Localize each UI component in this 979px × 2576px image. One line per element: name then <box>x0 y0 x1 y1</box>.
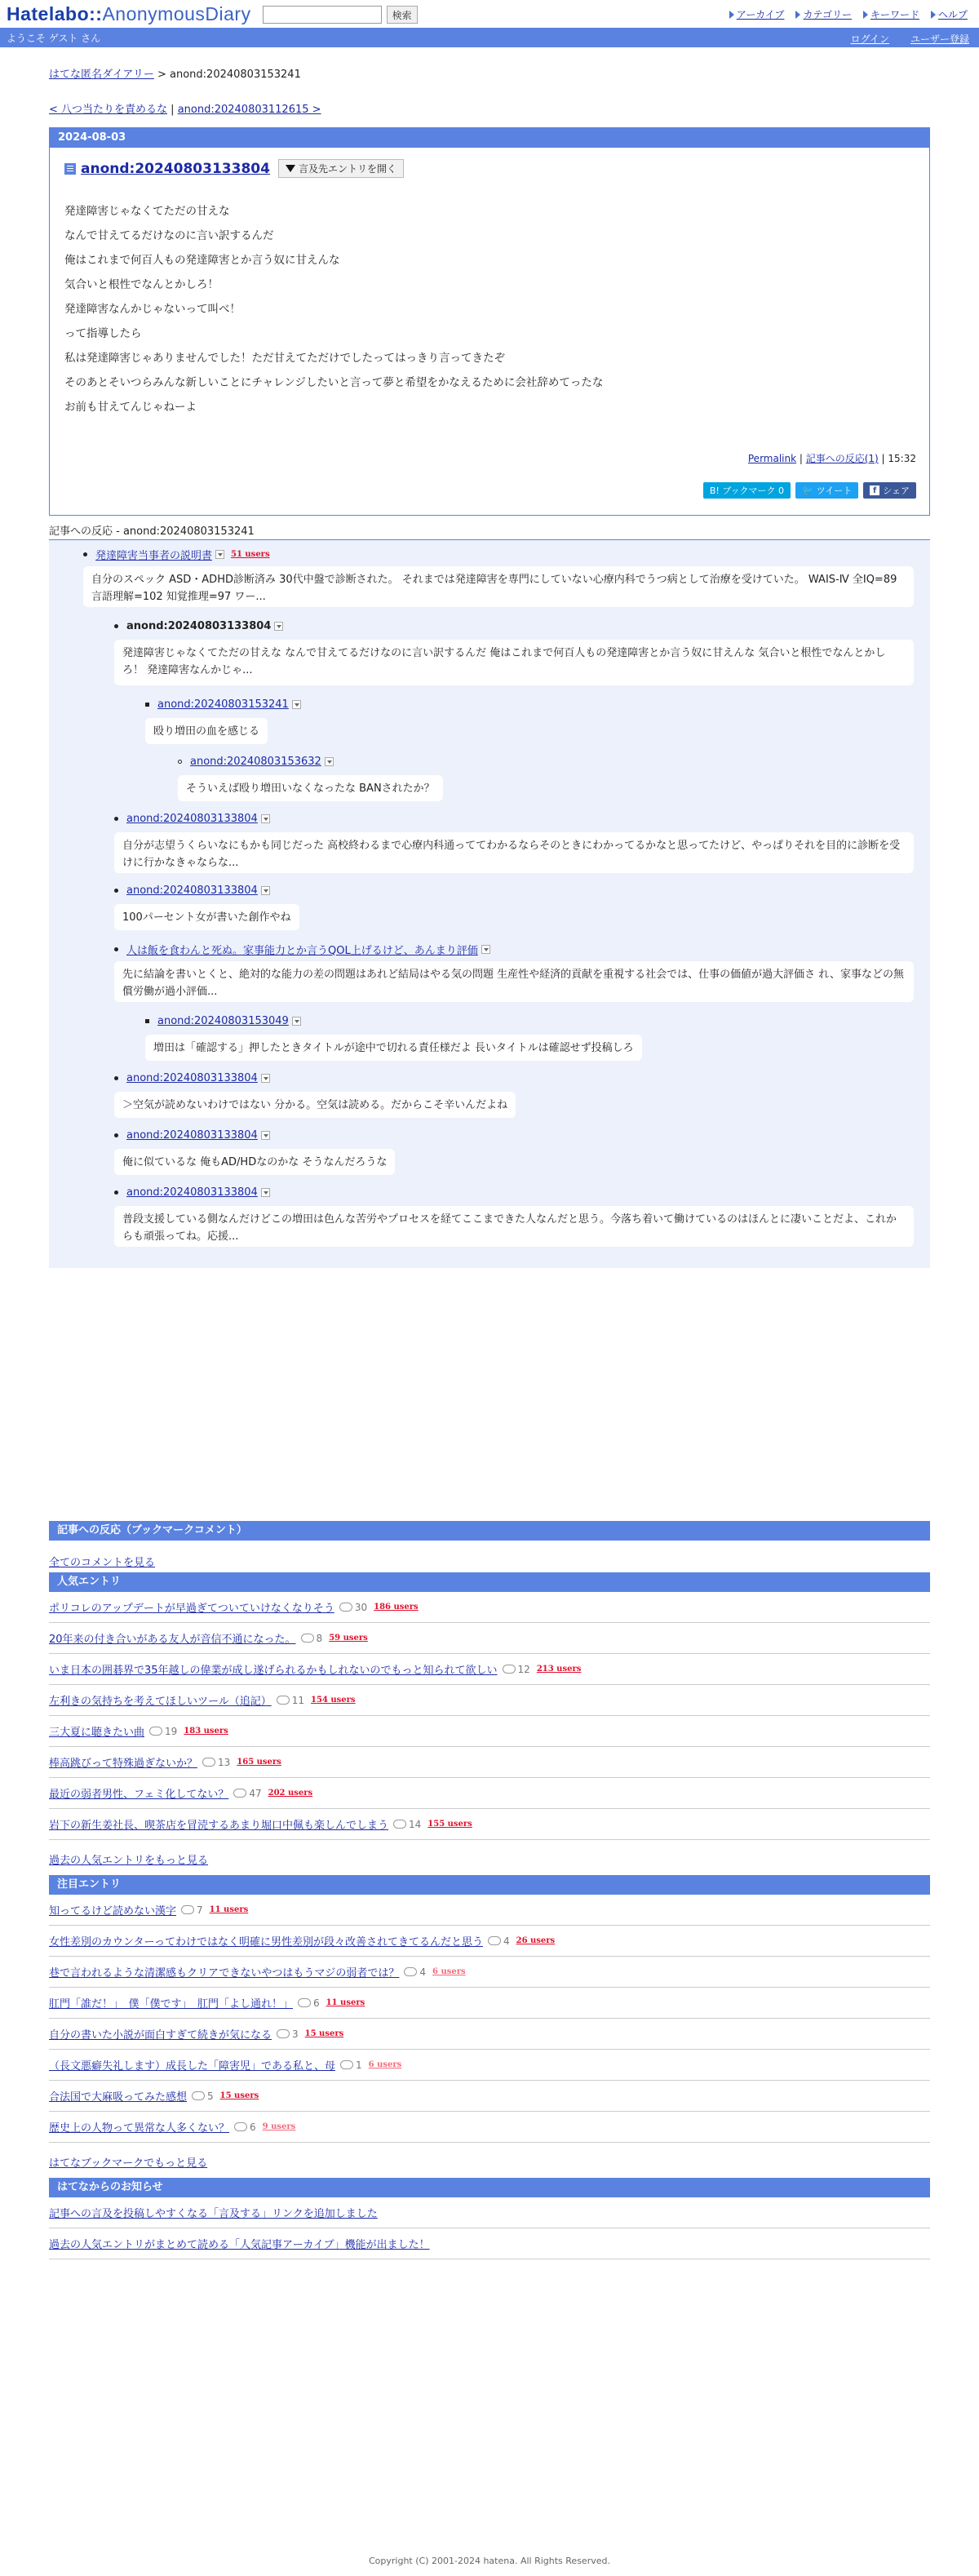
bullet-icon <box>114 624 118 628</box>
popular-entry-row <box>49 1747 930 1778</box>
users-count[interactable]: 11 users <box>326 1998 365 2007</box>
featured-entry-row <box>49 1957 930 1988</box>
entry-text: 発達障害じゃなくてただの甘えな なんで甘えてるだけなのに言い訳するんだ 俺はこれまで何百人もの発達障害とか言う奴に甘えんな 気合いと根性でなんとかしろ！ 発達障害なんかじゃないって叫べ！ って指導したら 私は発達障害じゃありませんでした！ただ甘えてただけでしたってはっきり言ってきたぞ そのあとそいつらみんな新しいことにチャレンジしたいと言って夢と希望をかなえるために会社辞めてったな お前も甘えてんじゃねーよ <box>64 205 604 414</box>
entry-link[interactable]: 最近の弱者男性、フェミ化してない？ <box>49 1789 229 1801</box>
comment-bubble-icon <box>503 1665 516 1674</box>
comment-count[interactable]: 6 <box>234 2122 256 2133</box>
popular-entry-row <box>49 1809 930 1840</box>
triangle-right-icon <box>795 11 800 19</box>
bullet-icon <box>83 552 87 556</box>
entry-link[interactable]: いま日本の囲碁界で35年越しの偉業が成し遂げられるかもしれないのでもっと知られて欲しい <box>49 1665 498 1677</box>
reaction-node <box>145 1015 301 1027</box>
bookmark-comments-heading: 記事への反応（ブックマークコメント） <box>49 1521 930 1541</box>
next-entry-link[interactable]: anond:20240803112615 > <box>177 104 321 116</box>
expand-icon[interactable] <box>325 757 334 766</box>
reaction-excerpt: 普段支援している側なんだけどこの増田は色んな苦労やプロセスを経てここまできた人なんだと思う。今落ち着いて働けているのはほんとに凄いことだよ、これからも頑張ってね。応援... <box>114 1206 914 1247</box>
entry-box <box>49 127 930 516</box>
prev-next-nav: < 八つ当たりを責めるな | anond:20240803112615 > <box>49 104 321 116</box>
reaction-title[interactable]: anond:20240803133804 <box>126 1186 258 1199</box>
nav-archive[interactable]: アーカイブ <box>729 7 785 21</box>
entry-link[interactable]: 棒高跳びって特殊過ぎないか？ <box>49 1758 198 1770</box>
triangle-right-icon <box>863 11 868 19</box>
tweet-button[interactable]: 🐦 ツイート <box>795 482 858 499</box>
comment-bubble-icon <box>277 2029 290 2038</box>
top-nav <box>729 7 968 21</box>
open-mention-button[interactable]: 言及先エントリを開く <box>278 159 404 178</box>
entry-link[interactable]: 巷で言われるような清潔感もクリアできないやつはもうマジの弱者では？ <box>49 1967 400 1980</box>
comment-bubble-icon <box>149 1727 162 1736</box>
users-count[interactable]: 59 users <box>329 1634 368 1643</box>
expand-icon[interactable] <box>292 700 301 709</box>
featured-entry-row <box>49 1926 930 1957</box>
users-count[interactable]: 186 users <box>374 1603 419 1612</box>
comment-count[interactable]: 30 <box>339 1602 367 1613</box>
news-item: 過去の人気エントリがまとめて読める「人気記事アーカイブ」機能が出ました！ <box>49 2228 930 2259</box>
users-count[interactable]: 154 users <box>311 1696 356 1705</box>
entry-link[interactable]: 歴史上の人物って異常な人多くない？ <box>49 2122 230 2135</box>
users-count[interactable]: 6 users <box>432 1967 466 1976</box>
reaction-node <box>114 1072 270 1084</box>
reaction-node <box>114 620 283 632</box>
entry-link[interactable]: 20年来の付き合いがある友人が音信不通になった。 <box>49 1634 296 1646</box>
breadcrumb-current: anond:20240803153241 <box>170 69 301 81</box>
hatena-bookmark-button[interactable]: B! ブックマーク 0 <box>703 482 791 499</box>
reaction-node <box>114 1186 270 1199</box>
users-count[interactable]: 6 users <box>368 2060 402 2069</box>
permalink[interactable]: Permalink <box>747 453 797 464</box>
featured-entry-row <box>49 2112 930 2143</box>
all-comments-link[interactable]: 全てのコメントを見る <box>49 1557 156 1569</box>
featured-entry-row <box>49 1988 930 2019</box>
users-count[interactable]: 26 users <box>516 1936 556 1945</box>
comment-count[interactable]: 3 <box>277 2028 299 2040</box>
footer-copyright: Copyright (C) 2001-2024 hatena. All Rights Reserved. <box>369 2556 610 2566</box>
users-count[interactable]: 15 users <box>304 2029 344 2038</box>
reaction-excerpt: 俺に似ているな 俺もAD/HDなのかな そうなんだろうな <box>114 1149 395 1175</box>
entry-link[interactable]: 岩下の新生姜社長、喫茶店を冒涜するあまり堀口中佩も楽しんでしまう <box>49 1820 389 1832</box>
comment-count[interactable]: 14 <box>393 1819 421 1830</box>
reaction-excerpt: 先に結論を書いとくと、絶対的な能力の差の問題はあれど結局はやる気の問題 生産性や経済的貢献を重視する社会では、仕事の価値が過大評価さ れ、家事などの無償労働が過小評価... <box>114 961 914 1002</box>
user-bar <box>0 28 979 47</box>
reaction-excerpt: そういえば殴り増田いなくなったな BANされたか？ <box>178 775 443 801</box>
entry-footer: Permalink | 記事への反応(1) | 15:32 <box>747 453 916 464</box>
reaction-title[interactable]: anond:20240803153049 <box>157 1015 289 1027</box>
reaction-excerpt: ＞空気が読めないわけではない 分かる。空気は読める。だからこそ辛いんだよね <box>114 1092 516 1118</box>
entry-link[interactable]: 女性差別のカウンターってわけではなく明確に男性差別が段々改善されてきてるんだと思う <box>49 1936 483 1949</box>
expand-icon[interactable] <box>261 1074 270 1083</box>
reaction-title[interactable]: 発達障害当事者の説明書 <box>95 550 213 562</box>
reaction-title[interactable]: anond:20240803133804 <box>126 813 258 825</box>
expand-icon[interactable] <box>274 622 283 631</box>
expand-icon[interactable] <box>481 945 490 954</box>
reaction-node <box>114 1129 270 1142</box>
entry-link[interactable]: ポリコレのアップデートが早過ぎてついていけなくなりそう <box>49 1603 334 1615</box>
comment-count[interactable]: 19 <box>149 1726 177 1737</box>
featured-more-link[interactable]: はてなブックマークでもっと見る <box>49 2157 208 2170</box>
entry-link[interactable]: 知ってるけど読めない漢字 <box>49 1905 177 1918</box>
comment-bubble-icon <box>404 1967 417 1976</box>
comment-count[interactable]: 4 <box>488 1935 510 1947</box>
prev-entry-link[interactable]: < 八つ当たりを責めるな <box>49 104 168 116</box>
entry-link[interactable]: 合法国で大麻吸ってみた感想 <box>49 2091 188 2104</box>
reaction-excerpt: 発達障害じゃなくてただの甘えな なんで甘えてるだけなのに言い訳するんだ 俺はこれまで何百人もの発達障害とか言う奴に甘えんな 気合いと根性でなんとかしろ！ 発達障害なんかじゃ... <box>114 640 914 685</box>
reaction-excerpt: 自分のスペック ASD・ADHD診断済み 30代中盤で診断された。 それまでは発達障害を専門にしていない心療内科でうつ病として治療を受けていた。 WAIS-Ⅳ 全IQ=89 言語理解=102 知覚推理=97 ワー... <box>83 566 914 607</box>
reaction-node <box>145 698 301 711</box>
reaction-excerpt: 殴り増田の血を感じる <box>145 718 268 744</box>
comment-bubble-icon <box>298 1998 311 2007</box>
bullet-icon <box>114 1190 118 1195</box>
bullet-icon <box>145 1019 149 1023</box>
expand-icon[interactable] <box>215 550 224 559</box>
popular-entry-row <box>49 1623 930 1654</box>
bullet-icon <box>114 947 118 951</box>
triangle-right-icon <box>931 11 936 19</box>
popular-entry-row <box>49 1778 930 1809</box>
reaction-node <box>114 813 270 825</box>
users-count[interactable]: 9 users <box>262 2122 296 2131</box>
popular-entry-row <box>49 1716 930 1747</box>
reaction-node <box>178 756 334 768</box>
comment-count[interactable]: 6 <box>298 1997 320 2009</box>
featured-list <box>49 1895 930 2143</box>
comment-count[interactable]: 12 <box>503 1664 530 1675</box>
comment-bubble-icon <box>202 1758 215 1767</box>
bullet-icon <box>178 760 182 764</box>
facebook-share-button[interactable]: f シェア <box>863 482 916 499</box>
comment-count[interactable]: 1 <box>340 2059 362 2071</box>
news-heading: はてなからのお知らせ <box>49 2178 930 2197</box>
twitter-bird-icon: 🐦 <box>802 485 813 496</box>
users-count[interactable]: 11 users <box>209 1905 249 1914</box>
featured-heading: 注目エントリ <box>49 1875 930 1895</box>
reaction-node <box>83 547 270 562</box>
reactions-heading: 記事への反応 - anond:20240803153241 <box>49 522 930 540</box>
expand-icon[interactable] <box>261 886 270 895</box>
popular-entry-row <box>49 1654 930 1685</box>
bullet-icon <box>114 889 118 893</box>
breadcrumb-home[interactable]: はてな匿名ダイアリー <box>49 69 154 81</box>
site-logo[interactable]: Hatelabo::AnonymousDiary <box>7 2 251 24</box>
comment-count[interactable]: 13 <box>202 1757 230 1768</box>
featured-entry-row <box>49 2081 930 2112</box>
reactions-link[interactable]: 記事への反応(1) <box>805 453 879 464</box>
search-form <box>263 6 418 24</box>
reaction-title[interactable]: 人は飯を食わんと死ぬ。家事能力とか言うQOL上げるけど、あんまり評価 <box>126 945 478 957</box>
users-count[interactable]: 165 users <box>237 1758 281 1767</box>
comment-bubble-icon <box>181 1905 194 1914</box>
comment-count[interactable]: 4 <box>404 1966 426 1978</box>
entry-link[interactable]: 肛門「誰だ！」 僕「僕です」 肛門「よし通れ！」 <box>49 1998 294 2011</box>
expand-icon[interactable] <box>261 1131 270 1140</box>
users-count[interactable]: 183 users <box>184 1727 228 1736</box>
top-header <box>0 0 979 28</box>
entry-link[interactable]: 自分の書いた小説が面白すぎて続きが気になる <box>49 2029 272 2042</box>
comment-bubble-icon <box>339 1603 352 1612</box>
users-count[interactable]: 51 users <box>231 550 270 559</box>
comment-bubble-icon <box>277 1696 290 1705</box>
comment-count[interactable]: 5 <box>192 2091 214 2102</box>
triangle-right-icon <box>729 11 734 19</box>
news-item: 記事への言及を投稿しやすくなる「言及する」リンクを追加しました <box>49 2197 930 2228</box>
bullet-icon <box>145 703 149 707</box>
reaction-node <box>114 942 490 957</box>
welcome-text: ようこそ ゲスト さん <box>7 32 101 44</box>
comment-count[interactable]: 8 <box>301 1633 323 1644</box>
reaction-node <box>114 885 270 897</box>
entry-link[interactable]: 三大夏に聴きたい曲 <box>49 1727 145 1739</box>
reaction-excerpt: 100パーセント女が書いた創作やね <box>114 904 299 930</box>
popular-more-link[interactable]: 過去の人気エントリをもっと見る <box>49 1855 209 1867</box>
popular-entry-row <box>49 1685 930 1716</box>
breadcrumb: はてな匿名ダイアリー > anond:20240803153241 <box>49 69 301 81</box>
memo-icon <box>64 163 76 175</box>
comment-bubble-icon <box>340 2060 353 2069</box>
reaction-title: anond:20240803133804 <box>126 620 272 632</box>
comment-count[interactable]: 47 <box>233 1788 261 1799</box>
nav-keyword[interactable]: キーワード <box>863 7 919 21</box>
bullet-icon <box>114 1133 118 1137</box>
reactions-tree <box>49 540 930 1268</box>
users-count[interactable]: 155 users <box>427 1820 472 1829</box>
comment-bubble-icon <box>192 2091 205 2100</box>
reaction-title[interactable]: anond:20240803153241 <box>157 698 289 711</box>
featured-entry-row <box>49 1895 930 1926</box>
comment-bubble-icon <box>301 1634 314 1643</box>
register-link[interactable]: ユーザー登録 <box>910 33 969 45</box>
comment-bubble-icon <box>233 1789 246 1798</box>
comment-bubble-icon <box>393 1820 406 1829</box>
expand-icon[interactable] <box>292 1017 301 1026</box>
nav-help[interactable]: ヘルプ <box>931 7 968 21</box>
comment-count[interactable]: 7 <box>181 1904 203 1916</box>
reaction-title[interactable]: anond:20240803153632 <box>190 756 321 768</box>
users-count[interactable]: 213 users <box>536 1665 582 1674</box>
reaction-title[interactable]: anond:20240803133804 <box>126 1072 258 1084</box>
entry-title[interactable]: anond:20240803133804 <box>81 160 270 177</box>
entry-link[interactable]: （長文悪癖失礼します）成長した「障害児」である私と、母 <box>49 2060 336 2073</box>
entry-link[interactable]: 左利きの気持ちを考えてほしいツール（追記） <box>49 1696 272 1708</box>
share-buttons <box>703 482 916 499</box>
popular-heading: 人気エントリ <box>49 1572 930 1592</box>
reaction-title[interactable]: anond:20240803133804 <box>126 885 258 897</box>
expand-icon[interactable] <box>261 814 270 823</box>
comment-bubble-icon <box>488 1936 501 1945</box>
users-count[interactable]: 202 users <box>268 1789 313 1798</box>
comment-count[interactable]: 11 <box>277 1695 304 1706</box>
entry-date: 2024-08-03 <box>50 128 929 148</box>
triangle-down-icon <box>286 165 295 172</box>
search-input[interactable] <box>263 6 382 24</box>
nav-category[interactable]: カテゴリー <box>795 7 852 21</box>
featured-entry-row <box>49 2050 930 2081</box>
popular-list <box>49 1592 930 1840</box>
popular-entry-row <box>49 1592 930 1623</box>
reaction-excerpt: 増田は「確認する」押したときタイトルが途中で切れる責任様だよ 長いタイトルは確認せず投稿しろ <box>145 1035 642 1061</box>
reaction-title[interactable]: anond:20240803133804 <box>126 1129 258 1142</box>
bullet-icon <box>114 1076 118 1080</box>
comment-bubble-icon <box>234 2122 247 2131</box>
reaction-excerpt: 自分が志望うくらいなにもかも同じだった 高校終わるまで心療内科通っててわかるならそのときにわかってるかなと思ってたけど、やっぱりそれを目的に診断を受けに行かなきゃならな... <box>114 832 914 873</box>
facebook-icon: f <box>870 485 879 495</box>
expand-icon[interactable] <box>261 1188 270 1197</box>
bullet-icon <box>114 817 118 821</box>
users-count[interactable]: 15 users <box>219 2091 259 2100</box>
login-link[interactable]: ログイン <box>850 33 889 45</box>
entry-time: | 15:32 <box>878 453 916 464</box>
search-button[interactable]: 検索 <box>387 6 418 24</box>
featured-entry-row <box>49 2019 930 2050</box>
